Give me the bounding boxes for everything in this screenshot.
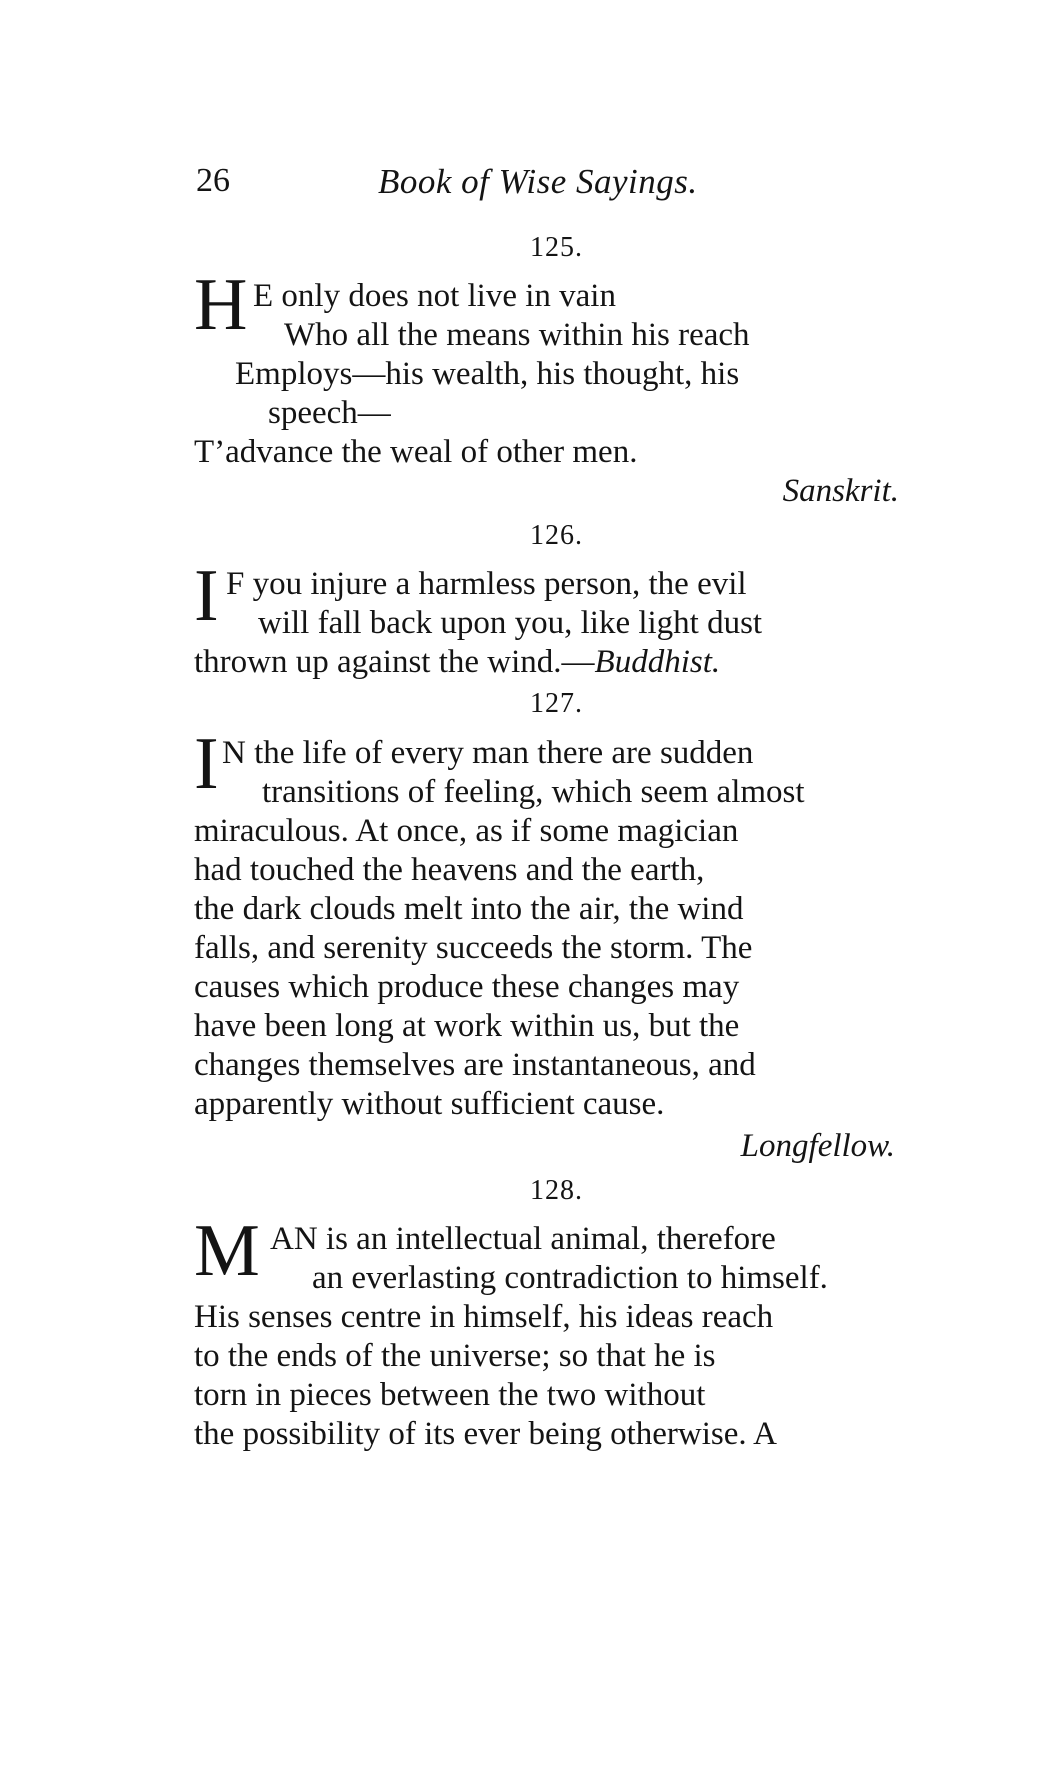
entry-number: 127.: [530, 688, 583, 719]
entry-number: 125.: [530, 232, 583, 263]
text-line: His senses centre in himself, his ideas reach: [194, 1299, 774, 1335]
text-line: causes which produce these changes may: [194, 969, 740, 1005]
page-number: 26: [196, 162, 230, 199]
text-line: had touched the heavens and the earth,: [194, 852, 705, 888]
attribution: Buddhist.: [594, 644, 721, 680]
text-line: have been long at work within us, but the: [194, 1008, 740, 1044]
text-line: F you injure a harmless person, the evil: [226, 566, 747, 602]
book-title: Book of Wise Sayings.: [378, 162, 698, 201]
text-line: the possibility of its ever being otherwise. A: [194, 1416, 777, 1452]
drop-cap: I: [194, 555, 219, 637]
text-line: speech—: [268, 395, 391, 431]
text-line: miraculous. At once, as if some magician: [194, 813, 739, 849]
text-line: Employs—his wealth, his thought, his: [235, 356, 740, 392]
text-line: Who all the means within his reach: [284, 317, 750, 353]
text-line: apparently without sufficient cause.: [194, 1086, 665, 1122]
text-line: AN is an intellectual animal, therefore: [270, 1221, 776, 1257]
attribution: Longfellow.: [740, 1128, 895, 1164]
text-line: falls, and serenity succeeds the storm. The: [194, 930, 753, 966]
attribution: Sanskrit.: [782, 473, 899, 509]
text-line: [194, 643, 720, 681]
line-text: thrown up against the wind.—: [194, 644, 595, 680]
running-head: [196, 162, 916, 212]
text-line: changes themselves are instantaneous, and: [194, 1047, 756, 1083]
text-line: torn in pieces between the two without: [194, 1377, 706, 1413]
text-line: to the ends of the universe; so that he is: [194, 1338, 716, 1374]
text-line: transitions of feeling, which seem almost: [262, 774, 805, 810]
entry-number: 126.: [530, 520, 583, 551]
drop-cap: M: [194, 1210, 260, 1292]
text-line: an everlasting contradiction to himself.: [312, 1260, 828, 1296]
text-line: E only does not live in vain: [253, 278, 616, 314]
text-line: N the life of every man there are sudden: [222, 735, 754, 771]
drop-cap: I: [194, 723, 219, 805]
text-line: will fall back upon you, like light dust: [258, 605, 763, 641]
text-line: T’advance the weal of other men.: [194, 434, 638, 470]
text-line: the dark clouds melt into the air, the wind: [194, 891, 744, 927]
entry-number: 128.: [530, 1175, 583, 1206]
drop-cap: H: [194, 264, 248, 346]
